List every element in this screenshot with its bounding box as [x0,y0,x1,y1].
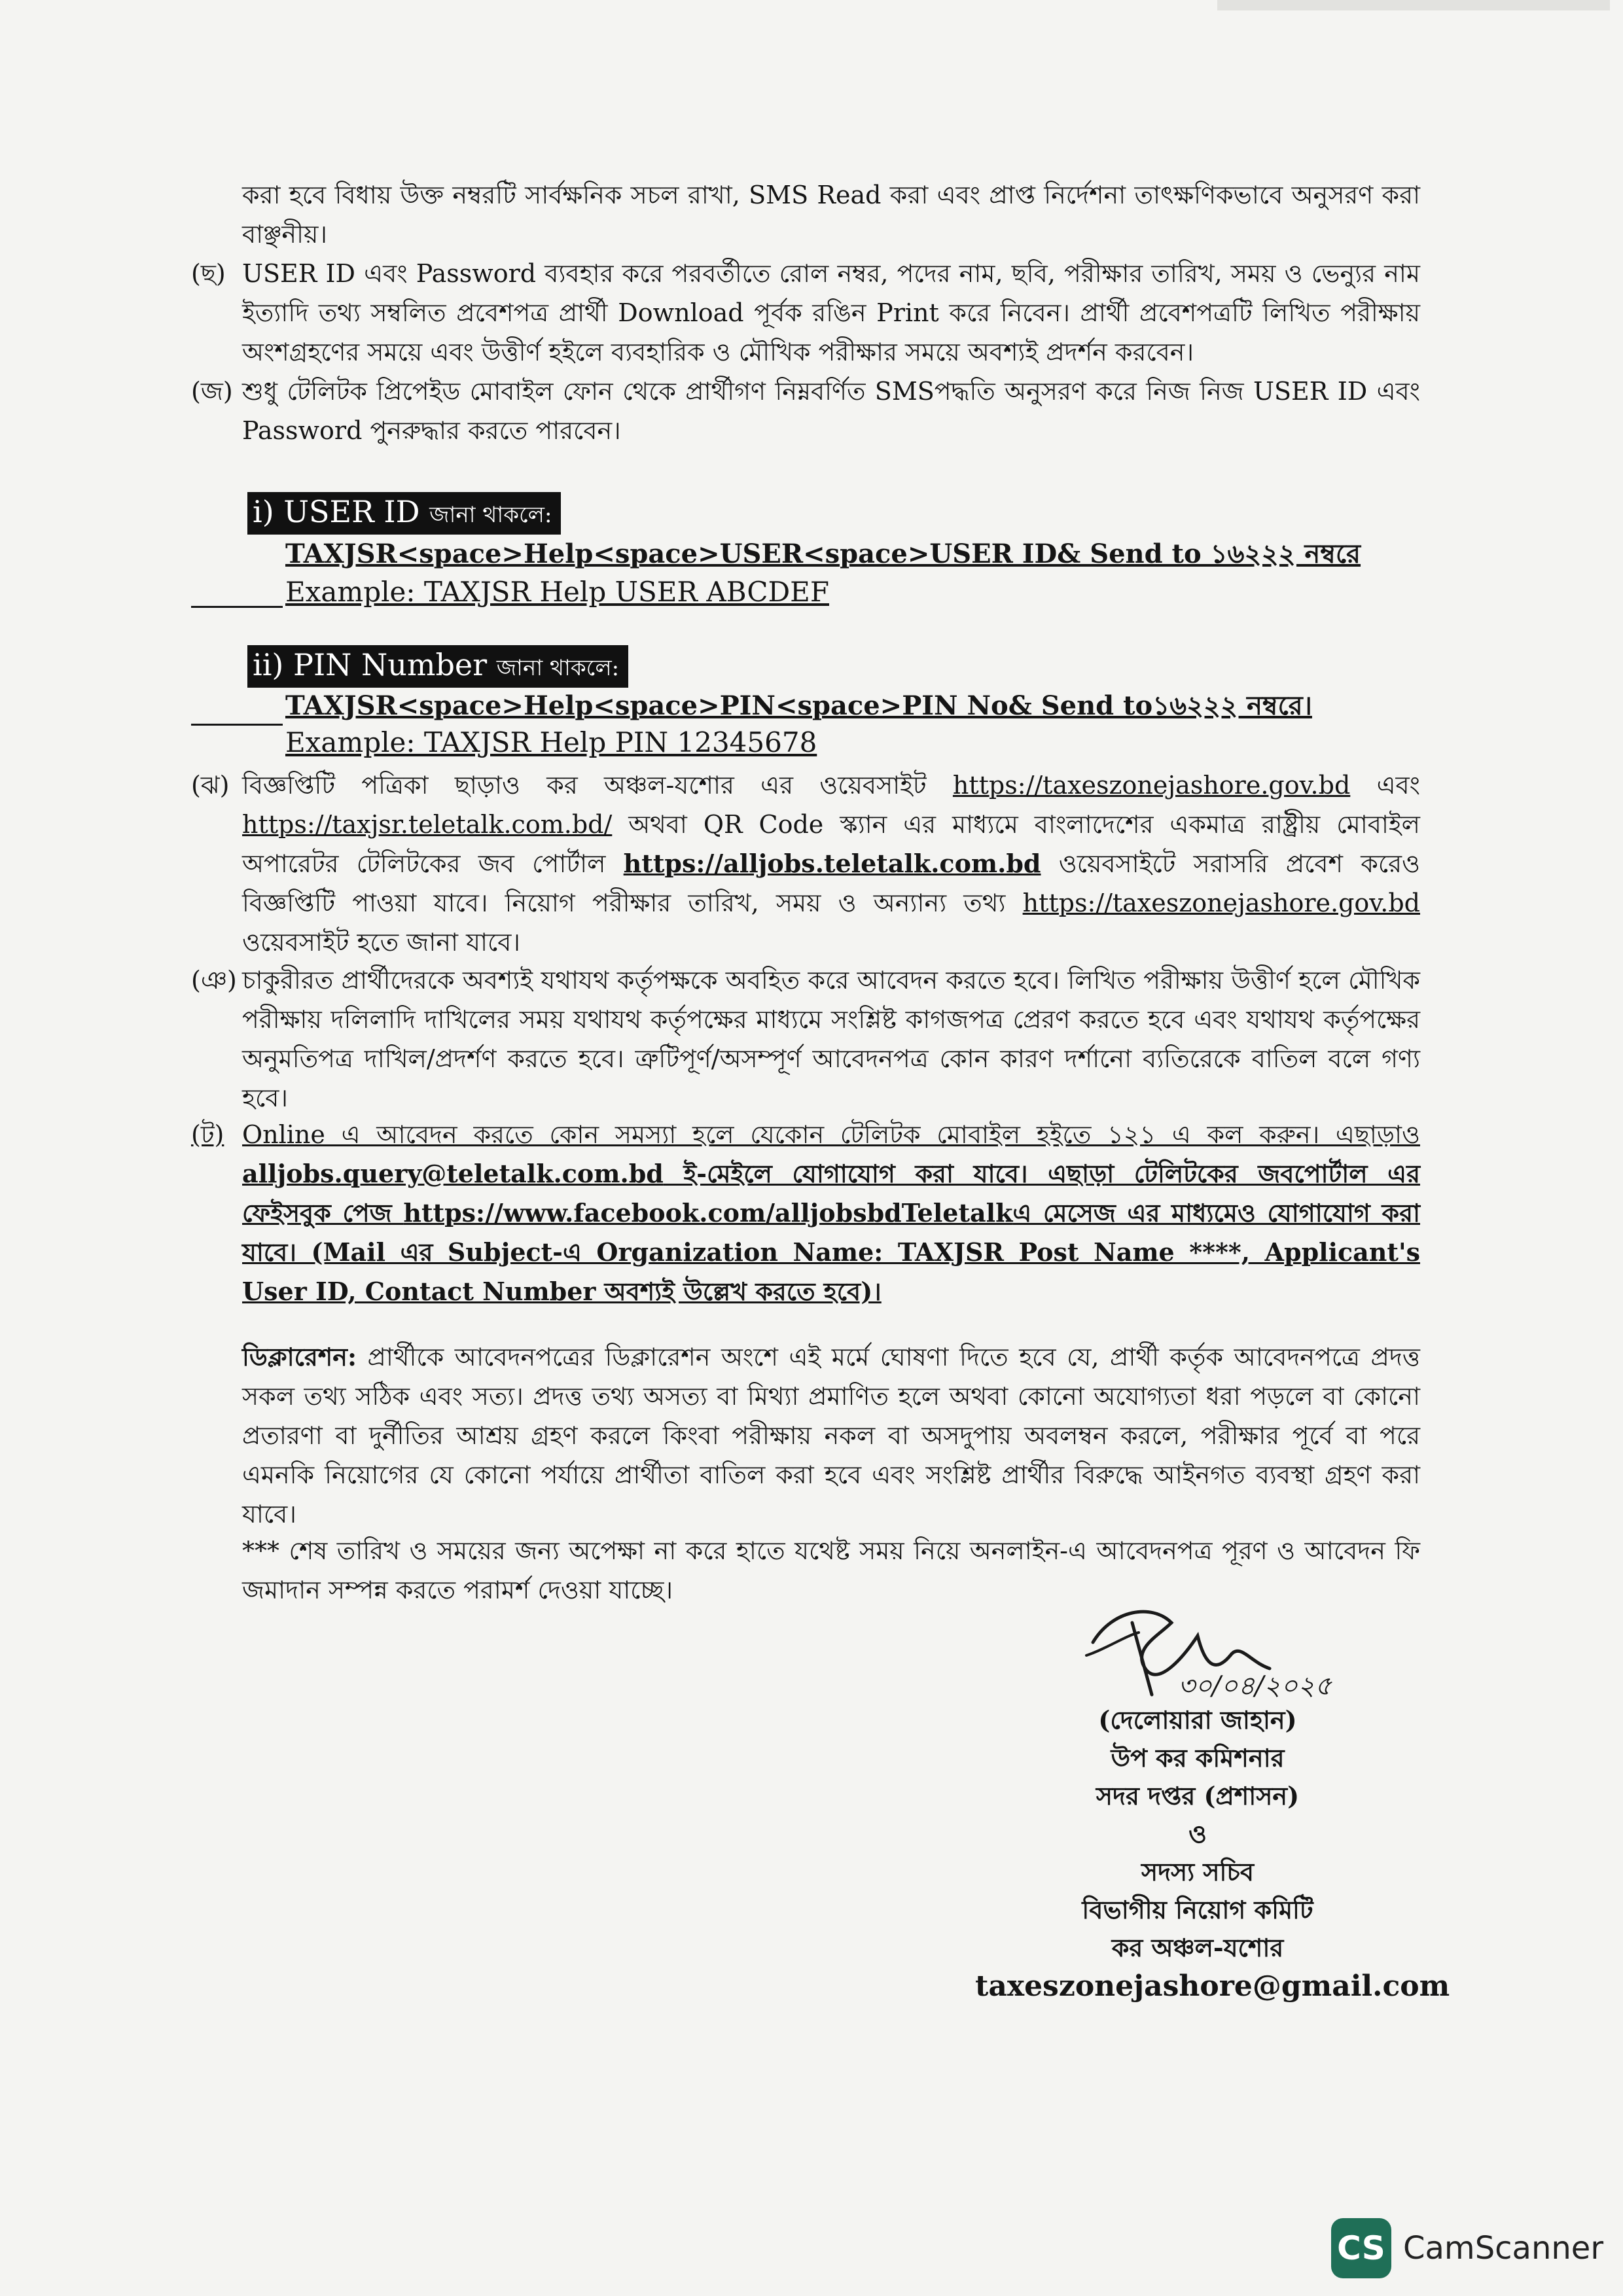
recover-pin-heading-tail: জানা থাকলে: [496,655,620,681]
item-marker-ja: (জ) [191,377,233,406]
item-jha-text-3: অথবা QR Code স্ক্যান এর মাধ্যমে বাংলাদেশের একমাত্র রাষ্ট্রীয় মোবাইল অপারেটর টেলিটকের জব পোর্টাল [242,810,1420,878]
item-ja-text: শুধু টেলিটক প্রিপেইড মোবাইল ফোন থেকে প্রার্থীগণ নিম্নবর্ণিত SMSপদ্ধতি অনুসরণ করে নিজ নিজ USER ID এবং Password পুনরুদ্ধার করতে পারবেন। [242,377,1420,445]
website-link-alljobs[interactable]: https://alljobs.teletalk.com.bd [623,849,1041,878]
item-ta-text-1: Online এ আবেদন করতে কোন সমস্যা হলে যেকোন টেলিটক মোবাইল হইতে ১২১ এ কল করুন। এছাড়াও [242,1120,1420,1149]
recover-pin-heading-main: ii) PIN Number [253,647,488,682]
recover-user-heading [247,492,561,535]
example-rule-pin [191,724,283,726]
declaration-paragraph [242,1337,1420,1534]
item-marker-jha: (ঝ) [191,771,230,800]
item-jha-text-4: ওয়েবসাইটে সরাসরি প্রবেশ করেও বিজ্ঞপ্তিটি পাওয়া যাবে। নিয়োগ পরীক্ষার তারিখ, সময় ও অন্যান্য তথ্য [242,849,1420,917]
item-ta-text [242,1115,1420,1311]
office-email[interactable]: taxeszonejashore@gmail.com [975,1969,1450,2003]
website-link-taxeszone-2[interactable]: https://taxeszonejashore.gov.bd [1022,889,1420,917]
signatory-office: সদর দপ্তর (প্রশাসন) [1096,1781,1300,1810]
support-email-link[interactable]: alljobs.query@teletalk.com.bd [242,1159,664,1188]
website-link-taxjsr-teletalk[interactable]: https://taxjsr.teletalk.com.bd/ [242,810,613,839]
recover-user-heading-main: i) USER ID [253,494,420,529]
declaration-label: ডিক্লারেশন: [242,1342,357,1371]
declaration-text: প্রার্থীকে আবেদনপত্রের ডিক্লারেশন অংশে এই মর্মে ঘোষণা দিতে হবে যে, প্রার্থী কর্তৃক আবেদনপত্রে প্রদত্ত সকল তথ্য সঠিক এবং সত্য। প্রদত্ত তথ্য অসত্য বা মিথ্যা প্রমাণিত হলে অথবা কোনো অযোগ্যতা ধরা পড়লে বা কোনো প্রতারণা বা দুর্নীতির আশ্রয় গ্রহণ করলে কিংবা পরীক্ষায় নকল বা অসদুপায় অবলম্বন করলে, পরীক্ষার পূর্বে বা পরে এমনকি নিয়োগের যে কোনো পর্যায়ে প্রার্থীতা বাতিল করা হবে এবং সংশ্লিষ্ট প্রার্থীর বিরুদ্ধে আইনগত ব্যবস্থা গ্রহণ করা যাবে। [242,1343,1420,1528]
example-rule-user [191,606,283,608]
recover-pin-heading [247,645,628,688]
camscanner-watermark [1331,2218,1603,2278]
item-marker-nya: (ঞ) [191,966,237,995]
recover-pin-command: TAXJSR<space>Help<space>PIN<space>PIN No& Send to১৬২২২ নম্বরে। [285,690,1312,721]
recover-user-example: Example: TAXJSR Help USER ABCDEF [285,576,829,608]
item-marker-ta: (ট) [191,1120,224,1149]
camscanner-label: CamScanner [1403,2230,1604,2267]
item-jha-text-1: বিজ্ঞপ্তিটি পত্রিকা ছাড়াও কর অঞ্চল-যশোর এর ওয়েবসাইট [242,771,953,800]
item-ta-text-3: এ মেসেজ এর মাধ্যমেও যোগাযোগ করা যাবে। (Mail এর Subject-এ Organization Name: TAXJSR Post Name ****, Applicant's User ID, Contact Number অবশ্যই উল্লেখ করতে হবে)। [242,1198,1420,1306]
signatory-role: সদস্য সচিব [1141,1857,1255,1886]
paragraph-continuation: করা হবে বিধায় উক্ত নম্বরটি সার্বক্ষনিক সচল রাখা, SMS Read করা এবং প্রাপ্ত নির্দেশনা তাৎক্ষণিকভাবে অনুসরণ করা বাঞ্ছনীয়। [242,181,1420,249]
item-chha-text: USER ID এবং Password ব্যবহার করে পরবর্তীতে রোল নম্বর, পদের নাম, ছবি, পরীক্ষার তারিখ, সময় ও ভেন্যুর নাম ইত্যাদি তথ্য সম্বলিত প্রবেশপত্র প্রার্থী Download পূর্বক রঙিন Print করে নিবেন। প্রার্থী প্রবেশপত্রটি লিখিত পরীক্ষায় অংশগ্রহণের সময়ে এবং উত্তীর্ণ হইলে ব্যবহারিক ও মৌখিক পরীক্ষার সময়ে অবশ্যই প্রদর্শন করবেন। [242,259,1420,366]
item-ta-text-2: ই-মেইলে যোগাযোগ করা যাবে। এছাড়া টেলিটকের জবপোর্টাল এর ফেইসবুক পেজ [242,1159,1420,1227]
facebook-page-link[interactable]: https://www.facebook.com/alljobsbdTeletalk [403,1198,1013,1227]
item-jha-text-5: ওয়েবসাইট হতে জানা যাবে। [242,928,520,957]
camscanner-logo-icon: CS [1331,2218,1391,2278]
scan-edge-band [1217,0,1610,10]
signatory-conjunction: ও [1188,1819,1207,1848]
item-marker-chha: (ছ) [191,259,226,288]
deadline-note: *** শেষ তারিখ ও সময়ের জন্য অপেক্ষা না করে হাতে যথেষ্ট সময় নিয়ে অনলাইন-এ আবেদনপত্র পূরণ ও আবেদন ফি জমাদান সম্পন্ন করতে পরামর্শ দেওয়া যাচ্ছে। [242,1536,1420,1604]
signatory-committee: বিভাগীয় নিয়োগ কমিটি [1082,1895,1313,1924]
item-nya-text: চাকুরীরত প্রার্থীদেরকে অবশ্যই যথাযথ কর্তৃপক্ষকে অবহিত করে আবেদন করতে হবে। লিখিত পরীক্ষায় উত্তীর্ণ হলে মৌখিক পরীক্ষায় দলিলাদি দাখিলের সময় যথাযথ কর্তৃপক্ষের মাধ্যমে সংশ্লিষ্ট কাগজপত্র প্রেরণ করতে হবে এবং যথাযথ কর্তৃপক্ষের অনুমতিপত্র দাখিল/প্রদর্শণ করতে হবে। ত্রুটিপূর্ণ/অসম্পূর্ণ আবেদনপত্র কোন কারণ দর্শানো ব্যতিরেকে বাতিল বলে গণ্য হবে। [242,966,1420,1112]
item-jha-text-2: এবং [1350,771,1420,800]
recover-pin-example: Example: TAXJSR Help PIN 12345678 [285,726,817,758]
signatory-name: (দেলোয়ারা জাহান) [1098,1705,1297,1735]
website-link-taxeszone[interactable]: https://taxeszonejashore.gov.bd [952,771,1351,800]
signatory-designation: উপ কর কমিশনার [1111,1743,1285,1773]
signature-date: ৩০/০৪/২০২৫ [1178,1671,1332,1701]
item-jha-text [242,766,1420,962]
recover-user-heading-tail: জানা থাকলে: [429,502,552,528]
recover-user-command: TAXJSR<space>Help<space>USER<space>USER ID& Send to ১৬২২২ নম্বরে [285,539,1361,569]
signatory-zone: কর অঞ্চল-যশোর [1111,1933,1284,1962]
